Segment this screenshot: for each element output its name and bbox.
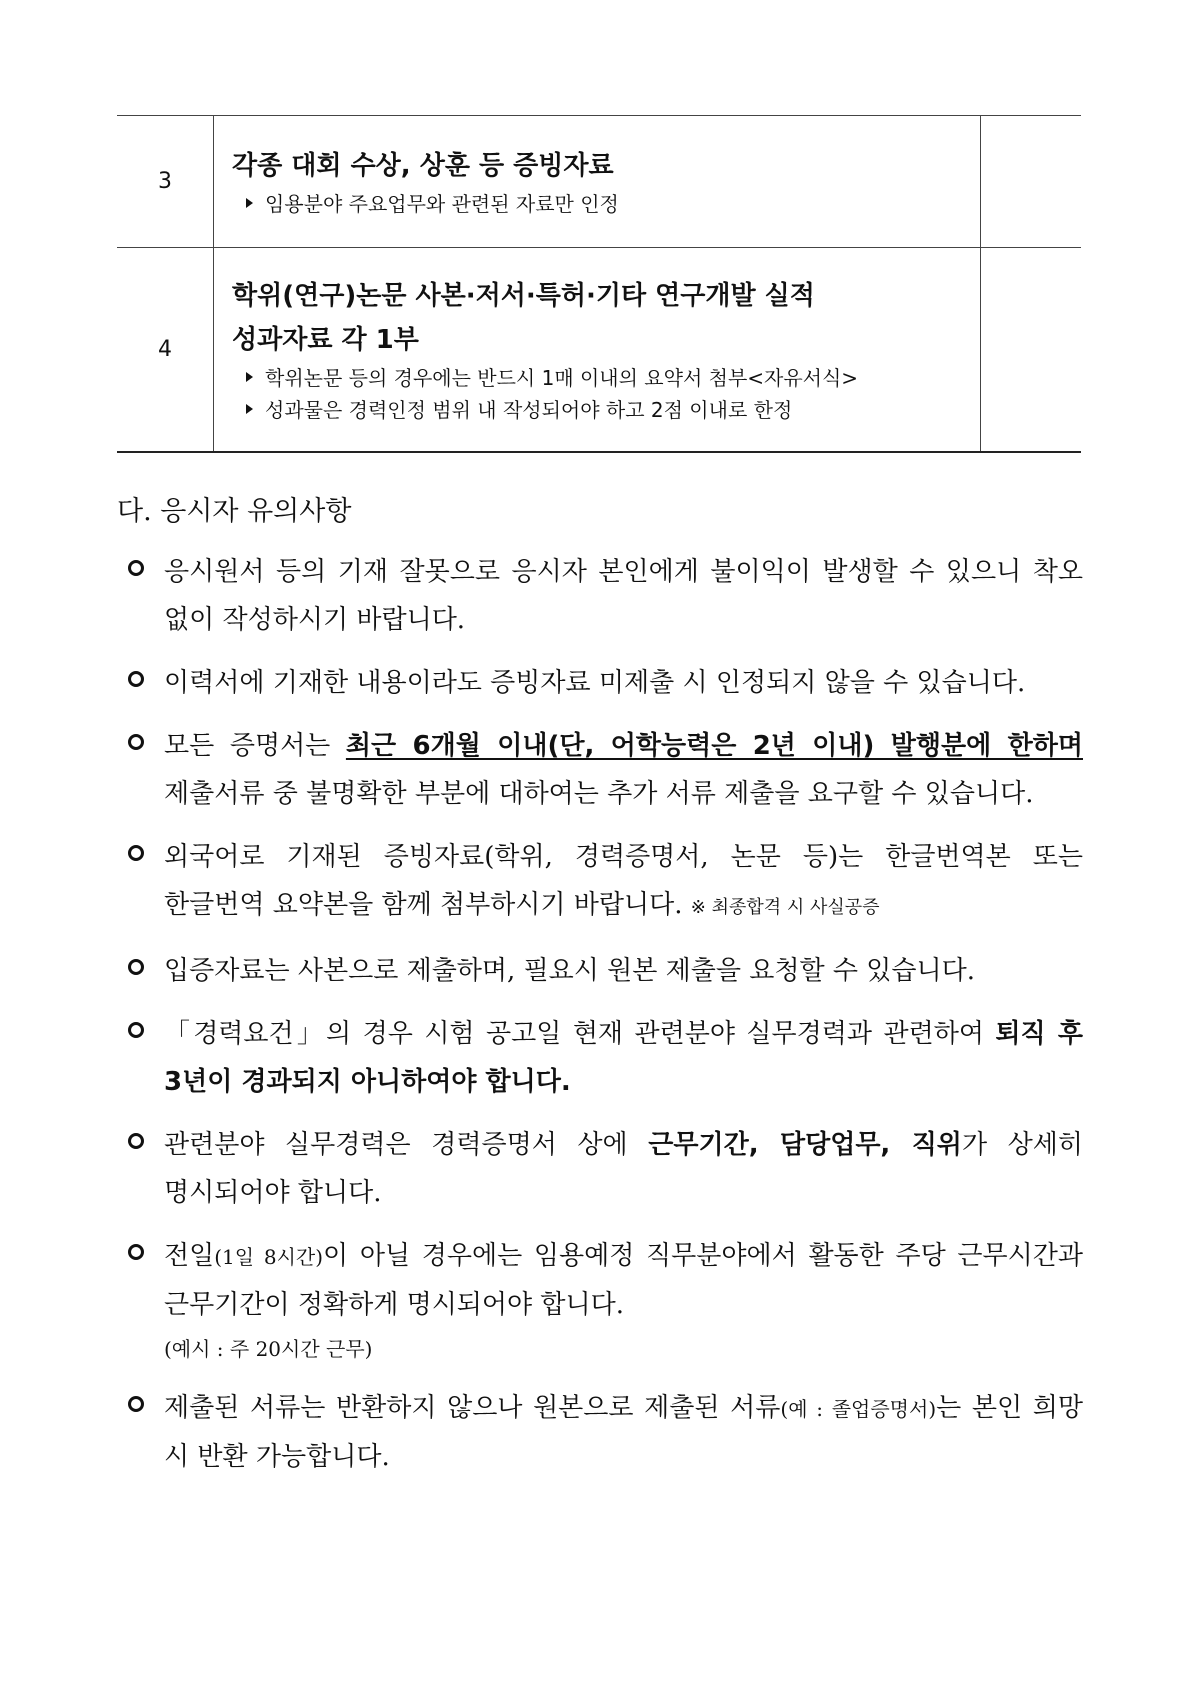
row-note (232, 394, 980, 426)
row-note (232, 362, 980, 394)
row-description (214, 248, 981, 453)
list-item (128, 659, 1083, 707)
circle-bullet-icon (128, 1396, 144, 1412)
circle-bullet-icon (128, 560, 144, 576)
note-text-part: 이 아닐 경우에는 임용예정 직무분야에서 활동한 주당 근무시간과 근무기간이 정확하게 명시되어야 합니다. (164, 1241, 1083, 1320)
triangle-bullet-icon (246, 198, 253, 208)
triangle-bullet-icon (246, 404, 253, 414)
list-item (128, 1232, 1083, 1369)
row-empty-cell (981, 116, 1082, 248)
list-item (128, 1384, 1083, 1481)
row-note-text: 성과물은 경력인정 범위 내 작성되어야 하고 2점 이내로 한정 (265, 397, 793, 422)
parenthetical-text: (1일 8시간) (214, 1245, 324, 1269)
list-item (128, 1121, 1083, 1217)
list-item (128, 722, 1083, 818)
circle-bullet-icon (128, 1133, 144, 1149)
notes-list (128, 548, 1083, 1496)
note-text (164, 722, 1083, 818)
circle-bullet-icon (128, 1244, 144, 1260)
row-title: 각종 대회 수상, 상훈 등 증빙자료 (232, 150, 614, 181)
note-text-part: 「경력요건」의 경우 시험 공고일 현재 관련분야 실무경력과 관련하여 (164, 1019, 996, 1049)
list-item (128, 548, 1083, 644)
triangle-bullet-icon (246, 372, 253, 382)
circle-bullet-icon (128, 1022, 144, 1038)
row-description (214, 116, 981, 248)
circle-bullet-icon (128, 959, 144, 975)
note-text-part: 제출된 서류는 반환하지 않으나 원본으로 제출된 서류 (164, 1393, 781, 1423)
list-item (128, 947, 1083, 995)
note-text (164, 1232, 1083, 1369)
footnote-text: ※ 최종합격 시 사실공증 (690, 897, 880, 918)
table-row (117, 116, 1081, 248)
row-note-text: 임용분야 주요업무와 관련된 자료만 인정 (265, 191, 619, 216)
note-text-part: 관련분야 실무경력은 경력증명서 상에 (164, 1130, 649, 1160)
row-title: 학위(연구)논문 사본·저서·특허·기타 연구개발 실적 (232, 280, 815, 311)
section-heading: 다. 응시자 유의사항 (117, 496, 352, 527)
note-text: 이력서에 기재한 내용이라도 증빙자료 미제출 시 인정되지 않을 수 있습니다. (164, 668, 1026, 698)
circle-bullet-icon (128, 671, 144, 687)
note-text-part: 는 본인 희망 시 반환 가능합니다. (164, 1393, 1083, 1472)
note-text (164, 833, 1083, 932)
table-row (117, 248, 1081, 453)
note-text (164, 1384, 1083, 1481)
list-item (128, 833, 1083, 932)
row-note-text: 학위논문 등의 경우에는 반드시 1매 이내의 요약서 첨부<자유서식> (265, 365, 859, 390)
emphasis-text: 최근 6개월 이내(단, 어학능력은 2년 이내) 발행분에 한하며 (345, 731, 1083, 761)
note-text-part: 가 상세히 명시되어야 합니다. (164, 1130, 1083, 1208)
row-number: 4 (117, 248, 214, 453)
note-text-part: 모든 증명서는 (164, 731, 346, 761)
note-text-part: 제출서류 중 불명확한 부분에 대하여는 추가 서류 제출을 요구할 수 있습니다. (164, 779, 1034, 809)
note-text (164, 1121, 1083, 1217)
circle-bullet-icon (128, 845, 144, 861)
note-text: 입증자료는 사본으로 제출하며, 필요시 원본 제출을 요청할 수 있습니다. (164, 956, 976, 986)
emphasis-text: 퇴직 후 3년이 경과되지 아니하여야 합니다. (164, 1019, 1084, 1097)
example-text: (예시 : 주 20시간 근무) (164, 1337, 373, 1361)
circle-bullet-icon (128, 734, 144, 750)
note-text-part: 전일 (164, 1241, 215, 1271)
note-text-part: 외국어로 기재된 증빙자료(학위, 경력증명서, 논문 등)는 한글번역본 또는 한글번역 요약본을 함께 첨부하시기 바랍니다. (164, 842, 1083, 920)
parenthetical-text: (예 : 졸업증명서) (780, 1397, 937, 1421)
note-text: 응시원서 등의 기재 잘못으로 응시자 본인에게 불이익이 발생할 수 있으니 착오 없이 작성하시기 바랍니다. (164, 557, 1083, 635)
row-empty-cell (981, 248, 1082, 453)
row-title-line2: 성과자료 각 1부 (232, 324, 419, 355)
row-note (232, 188, 980, 220)
emphasis-text: 근무기간, 담당업무, 직위 (648, 1130, 962, 1160)
row-number: 3 (117, 116, 214, 248)
note-text (164, 1010, 1083, 1106)
documents-table (117, 115, 1081, 453)
list-item (128, 1010, 1083, 1106)
